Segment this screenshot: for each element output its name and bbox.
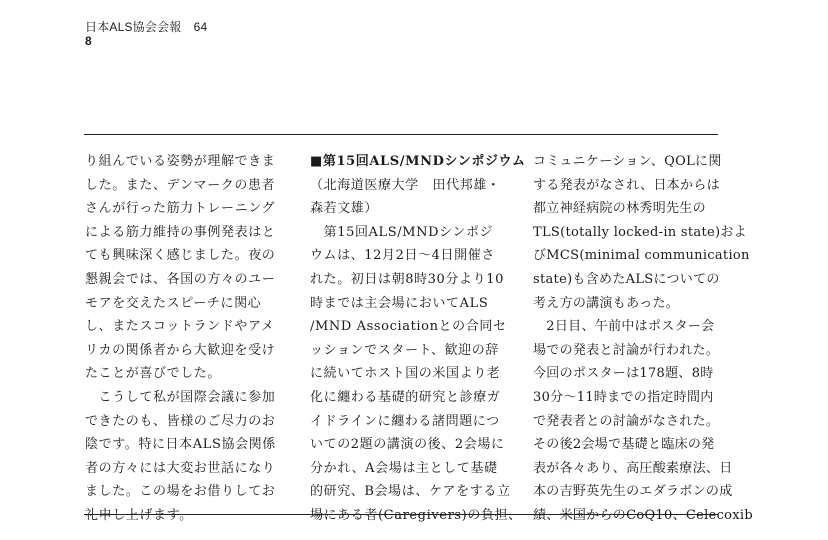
bottom-divider — [84, 514, 718, 515]
text-line: 本の吉野英先生のエダラボンの成 — [533, 484, 733, 500]
text-line: に続いてホスト国の米国より老 — [310, 366, 501, 382]
text-column-3 — [533, 150, 753, 528]
section-heading: ■第15回ALS/MNDシンポジウム — [310, 154, 526, 169]
text-line: で発表者との討論がなされた。 — [533, 413, 720, 429]
text-line: 的研究、B会場は、ケアをする立 — [310, 484, 511, 500]
text-line: 績、米国からのCoQ10、Celecoxib — [533, 507, 753, 523]
journal-title: 日本ALS協会会報 64 — [85, 20, 208, 34]
text-line: 第15回ALS/MNDシンポジ — [310, 224, 494, 240]
text-line: state)も含めたALSについての — [533, 271, 720, 287]
text-line: 時までは主会場においてALS — [310, 295, 489, 311]
text-line: した。また、デンマークの患者 — [85, 177, 276, 193]
text-line: 2日目、午前中はポスター会 — [533, 319, 715, 335]
text-line: 表が各々あり、高圧酸素療法、日 — [533, 460, 733, 476]
text-line: TLS(totally locked-in state)およ — [533, 224, 747, 240]
text-line: する発表がなされ、日本からは — [533, 177, 720, 193]
text-line: さんが行った筋力トレーニング — [85, 201, 276, 217]
text-line: コミュニケーション、QOLに関 — [533, 154, 722, 169]
text-column-1 — [85, 150, 276, 528]
text-line: 分かれ、A会場は主として基礎 — [310, 460, 498, 476]
text-line: びMCS(minimal communication — [533, 248, 750, 264]
text-line: による筋力維持の事例発表はと — [85, 224, 276, 240]
text-line: 化に纏わる基礎的研究と診療ガ — [310, 389, 501, 405]
text-line: いての2題の講演の後、2会場に — [310, 437, 505, 453]
text-column-2 — [310, 150, 526, 528]
top-divider — [84, 134, 718, 135]
text-line: れた。初日は朝8時30分より10 — [310, 271, 504, 287]
text-line: /MND Associationとの合同セ — [310, 319, 507, 335]
text-line: 都立神経病院の林秀明先生の — [533, 201, 706, 217]
text-line: ウムは、12月2日～4日開催さ — [310, 248, 495, 264]
text-line: こうして私が国際会議に参加 — [85, 389, 276, 405]
running-header — [85, 20, 207, 48]
text-line: り組んでいる姿勢が理解できま — [85, 154, 276, 169]
text-line: ッションでスタート、歓迎の辞 — [310, 342, 499, 358]
text-line: 考え方の講演もあった。 — [533, 295, 680, 311]
text-line: ても興味深く感じました。夜の — [85, 248, 276, 264]
text-line: 陰です。特に日本ALS協会関係 — [85, 437, 276, 453]
text-line: 礼申し上げます。 — [85, 507, 193, 523]
text-line: たことが喜びでした。 — [85, 366, 222, 382]
text-line: （北海道医療大学 田代邦雄・ — [310, 177, 501, 193]
page-number: 8 — [85, 34, 92, 48]
text-line: リカの関係者から大歓迎を受け — [85, 342, 276, 358]
text-line: 懇親会では、各国の方々のユー — [85, 271, 276, 287]
text-line: し、またスコットランドやアメ — [85, 319, 275, 335]
text-line: できたのも、皆様のご尽力のお — [85, 413, 276, 429]
text-line: イドラインに纏わる諸問題につ — [310, 413, 500, 429]
text-line: その後2会場で基礎と臨床の発 — [533, 437, 715, 453]
text-line: 場での発表と討論が行われた。 — [533, 342, 720, 358]
text-line: モアを交えたスピーチに関心 — [85, 295, 262, 311]
text-line: 場にある者(Caregivers)の負担、 — [310, 507, 522, 523]
text-line: ました。この場をお借りしてお — [85, 484, 276, 500]
text-line: 今回のポスターは178題、8時 — [533, 366, 714, 382]
text-line: 者の方々には大変お世話になり — [85, 460, 276, 476]
text-line: 森若文雄） — [310, 201, 379, 217]
text-line: 30分～11時までの指定時間内 — [533, 389, 714, 405]
